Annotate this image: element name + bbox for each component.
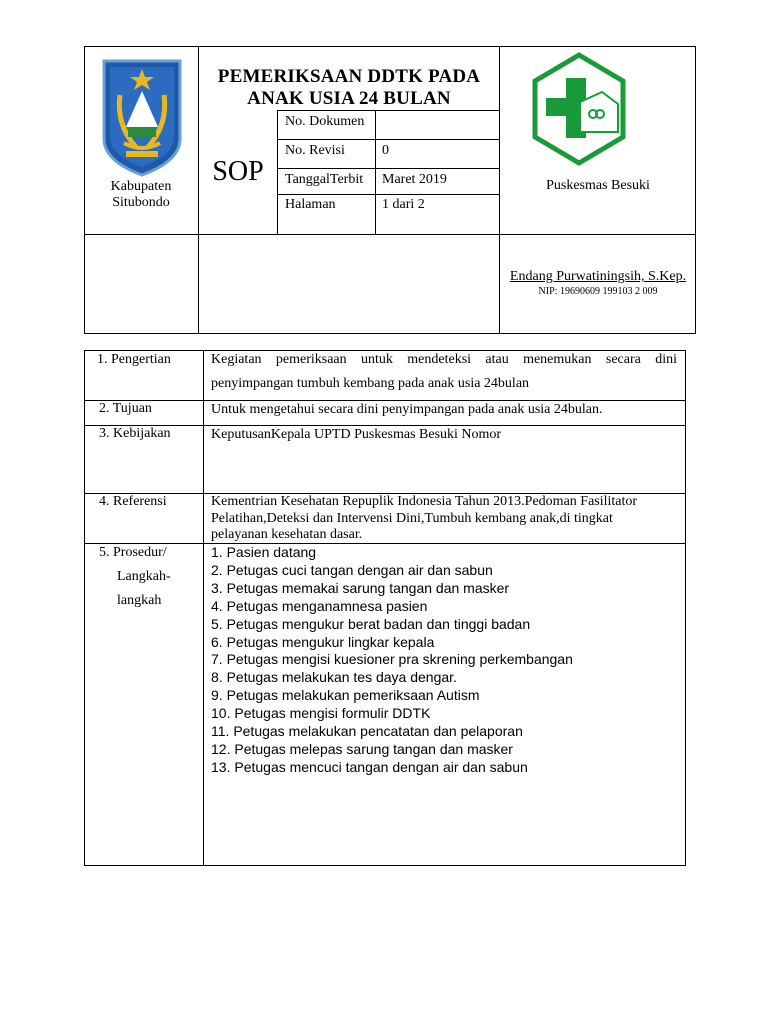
left-org-line1: Kabupaten	[110, 179, 172, 194]
doc-field-label: No. Revisi	[285, 143, 345, 158]
referensi-line2: Pelatihan,Deteksi dan Intervensi Dini,Tumbuh kembang anak,di tingkat	[211, 510, 613, 526]
doc-field-value: 1 dari 2	[382, 197, 425, 212]
row-label-kebijakan: 3. Kebijakan	[99, 426, 171, 441]
left-org-name	[84, 179, 198, 211]
list-item: 8. Petugas melakukan tes daya dengar.	[211, 669, 457, 686]
list-item: 12. Petugas melepas sarung tangan dan masker	[211, 740, 513, 757]
list-item: 4. Petugas menganamnesa pasien	[211, 597, 428, 614]
list-item: 9. Petugas melakukan pemeriksaan Autism	[211, 687, 480, 704]
prosedur-label-line3: langkah	[117, 593, 162, 608]
row-label-pengertian: 1. Pengertian	[97, 352, 171, 367]
right-org-name: Puskesmas Besuki	[546, 178, 650, 193]
title-line1: PEMERIKSAAN DDTK PADA	[217, 66, 481, 87]
list-item: 3. Petugas memakai sarung tangan dan masker	[211, 579, 510, 596]
doc-field-label: No. Dokumen	[285, 114, 365, 129]
doc-field-value: Maret 2019	[382, 172, 447, 187]
doc-row-line	[277, 168, 499, 169]
title-line2: ANAK USIA 24 BULAN	[247, 88, 451, 109]
puskesmas-logo-icon	[530, 52, 628, 168]
procedure-steps-list	[211, 544, 681, 777]
signer-nip: NIP: 19690609 199103 2 009	[538, 286, 658, 297]
list-item: 11. Petugas melakukan pencatatan dan pelaporan	[211, 723, 523, 740]
referensi-line3: pelayanan kesehatan dasar.	[211, 527, 363, 542]
list-item: 1. Pasien datang	[211, 544, 317, 560]
list-item: 10. Petugas mengisi formulir DDTK	[211, 705, 431, 722]
list-item: 2. Petugas cuci tangan dengan air dan sabun	[211, 561, 493, 578]
doc-row-line	[277, 139, 499, 140]
list-item: 7. Petugas mengisi kuesioner pra skrening perkembangan	[211, 651, 573, 668]
doc-field-divider	[375, 110, 376, 234]
doc-field-value: 0	[382, 143, 389, 158]
sop-divider	[277, 110, 278, 234]
left-org-line2: Situbondo	[112, 195, 170, 210]
prosedur-label-line2: Langkah-	[117, 569, 171, 584]
row-label-prosedur	[99, 541, 171, 613]
signer-name: Endang Purwatiningsih, S.Kep.	[509, 269, 687, 284]
list-item: 6. Petugas mengukur lingkar kepala	[211, 633, 435, 650]
row-label-tujuan: 2. Tujuan	[99, 401, 152, 416]
referensi-line1: Kementrian Kesehatan Repuplik Indonesia Tahun 2013.Pedoman Fasilitator	[211, 494, 638, 509]
doc-field-label: TanggalTerbit	[285, 172, 364, 187]
row-text-tujuan: Untuk mengetahui secara dini penyimpangan pada anak usia 24bulan.	[211, 402, 603, 417]
doc-field-label: Halaman	[285, 197, 336, 212]
list-item: 5. Petugas mengukur berat badan dan tinggi badan	[211, 615, 531, 632]
prosedur-label-line1: 5. Prosedur/	[99, 545, 167, 560]
sop-label: SOP	[212, 156, 264, 187]
row-text-kebijakan: KeputusanKepala UPTD Puskesmas Besuki Nomor	[211, 427, 502, 442]
row-label-referensi: 4. Referensi	[99, 494, 167, 509]
row-text-pengertian-line1: Kegiatan pemeriksaan untuk mendeteksi atau menemukan secara dini	[211, 352, 677, 367]
page-title	[199, 66, 499, 110]
title-underline	[277, 110, 499, 111]
row-text-pengertian-line2: penyimpangan tumbuh kembang pada anak usia 24bulan	[211, 376, 530, 391]
kabupaten-situbondo-crest-icon	[98, 55, 186, 177]
table-column-divider	[203, 350, 204, 866]
row-text-referensi	[211, 494, 637, 544]
doc-row-line	[277, 194, 499, 195]
header-divider-horizontal	[84, 234, 696, 235]
list-item: 13. Petugas mencuci tangan dengan air dan sabun	[211, 758, 528, 775]
